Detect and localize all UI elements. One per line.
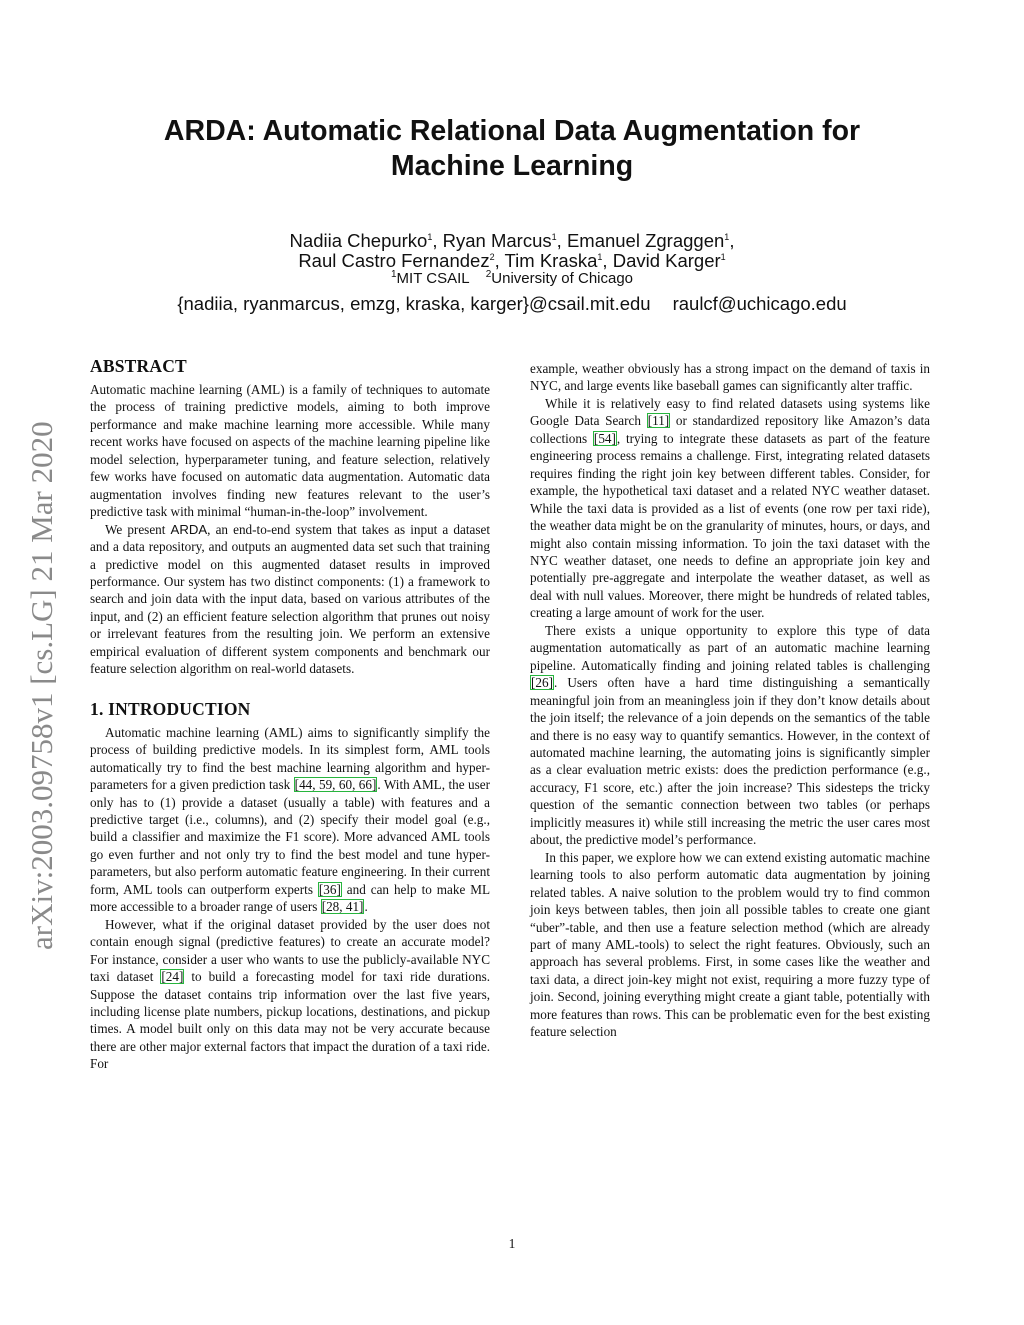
title-line-1: ARDA: Automatic Relational Data Augmentation for — [163, 115, 861, 147]
introduction-heading: 1. INTRODUCTION — [90, 698, 251, 719]
text-run: , trying to integrate these datasets as part of the feature engineering process remains a challenge. First, integrating related datasets requires finding the right join key between different tables. Consider, for example, the hypothetical taxi dataset and a related NYC weather dataset. While the taxi data is provided as a list of events (one row per taxi ride), the weather data might be on the granularity of minutes, hours, or days, and might also contain missing information. To join the taxi dataset with the NYC weather dataset, one needs to define an appropriate join key and potentially pre-aggregate and interpolate the weather dataset, as well as deal with null values. Moreover, there might be hundreds of related tables, creating a large amount of work for the user. — [530, 430, 930, 621]
title-line-2: Machine Learning — [390, 150, 634, 182]
text-run: . Users often have a hard time distinguishing a semantically meaningful join from an meaningless join if they don’t know details about the join itself; the relevance of a join depends on the semantics of the table and there is no easy way to quantify semantics. However, in the context of automated machine learning, the automating joins is significantly simpler as a clear evaluation metric exists: does the prediction performance (e.g., accuracy, F1 score, etc.) after the join increase? This sidesteps the tricky question of the semantic connection between two tables (or perhaps implicitly measures it) while still increasing the metric the user cares most about, the predictive model’s performance. — [530, 675, 930, 848]
author-affiliation-mark: 1 — [597, 252, 603, 262]
author-name: David Karger — [612, 250, 721, 271]
text-run: While it is relatively easy to find related datasets using systems like Google Data Search — [530, 395, 930, 429]
citation-link[interactable]: [44, 59, 60, 66] — [294, 777, 377, 793]
intro-paragraph-2-continued: example, weather obviously has a strong impact on the demand of taxis in NYC, and large events like baseball games can significantly alter traffic. — [530, 361, 930, 394]
author-line-1: Nadiia Chepurko$^1$, Ryan Marcus$^1$, Emanuel Zgraggen$^1$, — [289, 230, 735, 251]
email-uchicago: raulcf@uchicago.edu — [672, 293, 847, 314]
author-name: Nadiia Chepurko — [289, 230, 428, 251]
citation-link[interactable]: [11] — [647, 413, 670, 429]
left-column — [90, 355, 490, 1073]
page-number: 1 — [508, 1236, 516, 1251]
text-run: There exists a unique opportunity to explore this type of data augmentation automatically as part of an automatic machine learning pipeline. Automatically finding and joining related tables is challenging — [530, 622, 930, 673]
abstract-paragraph-1: Automatic machine learning (AML) is a family of techniques to automate the process of training predictive models, aiming to both improve performance and make machine learning more accessible. While many recent works have focused on aspects of the machine learning pipeline like model selection, hyperparameter tuning, and feature selection, relatively few works have focused on automatic data augmentation. Automatic data augmentation involves finding new features relevant to the user’s predictive task with minimal “human-in-the-loop” involvement. — [90, 382, 490, 520]
arxiv-identifier: arXiv:2003.09758v1 [cs.LG] 21 Mar 2020 — [24, 421, 59, 950]
citation-link[interactable]: [26] — [531, 675, 553, 691]
author-affiliation-mark: 1 — [427, 232, 433, 242]
author-name: Ryan Marcus — [442, 230, 552, 251]
citation-link[interactable]: [36] — [318, 881, 341, 897]
intro-paragraph-4 — [530, 622, 930, 849]
right-column — [530, 360, 930, 1041]
affiliation-name: MIT CSAIL — [396, 270, 470, 287]
affiliation-mark: 2 — [485, 269, 492, 280]
text-run: or standardized repository like Amazon’s data collections — [530, 413, 930, 446]
text-run: Automatic machine learning (AML) aims to significantly simplify the process of building predictive models. In its simplest form, AML tools automatically try to find the best machine learning algorithm and hyper-parameters for a given prediction task — [90, 724, 490, 793]
author-name: Tim Kraska — [504, 250, 598, 271]
author-affiliation-mark: 2 — [489, 252, 495, 262]
affiliation-mark: 1 — [390, 269, 397, 280]
text-run: . — [364, 899, 368, 915]
text-run: We present — [105, 521, 171, 537]
text-run: . With AML, the user only has to (1) provide a dataset (usually a table) with features and a predictive target (i.e., columns), and (2) specify their model goal (e.g., build a classifier and maximize the F1 score). More advanced AML tools go even further and not only try to find the best model and tune hyper-parameters, but also perform automatic feature engineering. In their current form, AML tools can outperform experts — [90, 777, 490, 897]
author-affiliation-mark: 1 — [551, 232, 557, 242]
intro-paragraph-1 — [90, 724, 490, 916]
author-name: Emanuel Zgraggen — [566, 230, 725, 251]
author-affiliation-mark: 1 — [720, 252, 726, 262]
text-run: However, what if the original dataset provided by the user does not contain enough signal (predictive features) to create an accurate model? For instance, consider a user who wants to use the publicly-available NYC taxi dataset — [90, 916, 490, 985]
abstract-heading: ABSTRACT — [90, 356, 187, 376]
text-run: and can help to make ML more accessible to a broader range of users — [90, 881, 490, 915]
email-mit: {nadiia, ryanmarcus, emzg, kraska, karger}@csail.mit.edu — [177, 293, 651, 314]
paper-title — [100, 114, 924, 184]
citation-link[interactable]: [28, 41] — [321, 899, 364, 915]
abstract-paragraph-2 — [90, 521, 490, 678]
affiliations — [100, 268, 924, 290]
author-name: Raul Castro Fernandez — [298, 250, 490, 271]
intro-paragraph-2 — [90, 916, 490, 1073]
intro-paragraph-5: In this paper, we explore how we can extend existing automatic machine learning tools to also perform automatic data augmentation by joining related tables. A naive solution to the problem would try to find common join keys between tables, then join all possible tables to create one giant “uber”-table, and then use a feature selection method (which are already part of many AML-tools) to select the right features. Obviously, such an approach has several problems. First, in some cases like the weather and taxi data, a direct join-key might not exist, requiring a more fuzzy type of join. Second, joining everything might create a giant table, potentially with more features than rows. This can be problematic even for the best existing feature selection — [530, 849, 930, 1040]
author-line-2: Raul Castro Fernandez$^2$, Tim Kraska$^1$, David Karger$^1$ — [298, 250, 726, 271]
author-emails — [100, 293, 924, 315]
affiliation-name: University of Chicago — [491, 270, 634, 287]
author-affiliation-mark: 1 — [724, 232, 730, 242]
intro-paragraph-3 — [530, 395, 930, 622]
citation-link[interactable]: [24] — [161, 969, 184, 985]
citation-link[interactable]: [54] — [593, 430, 616, 446]
text-run: , an end-to-end system that takes as input a dataset and a data repository, and outputs an augmented data set such that training a predictive model on this augmented dataset results in improved performance. Our system has two distinct components: (1) a framework to search and join data with the input data, based on various attributes of the input, and (2) an efficient feature selection algorithm that prunes out noisy or irrelevant features from the resulting join. We perform an extensive empirical evaluation of different system components and benchmark our feature selection algorithm on real-world datasets. — [90, 521, 490, 677]
text-run: to build a forecasting model for taxi ride durations. Suppose the dataset contains trip information over the last five years, including license plate numbers, pickup locations, destinations, and pickup times. A model built only on this data may not be very accurate because there are other major external factors that impact the duration of a taxi ride. For — [90, 969, 490, 1072]
system-name: ARDA — [170, 521, 208, 537]
